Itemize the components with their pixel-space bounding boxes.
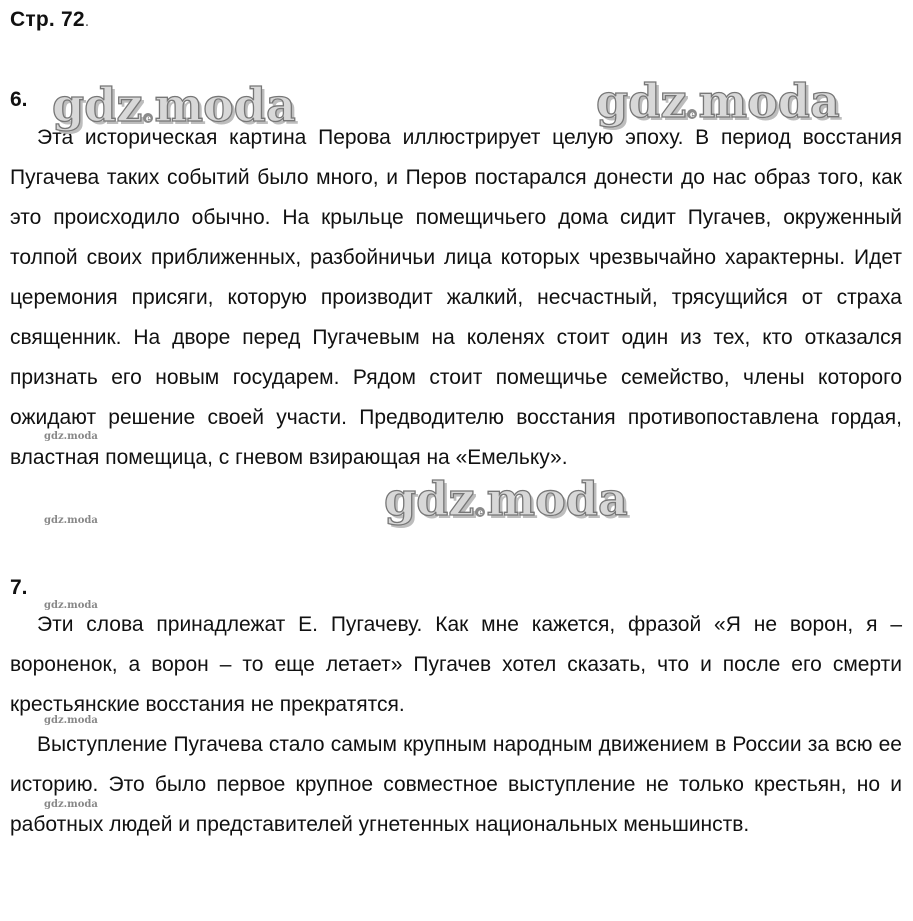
- task-number-7: 7.: [10, 576, 28, 599]
- task-7-paragraph-1: Эти слова принадлежат Е. Пугачеву. Как мне кажется, фразой «Я не ворон, я – вороненок, а ворон – то еще летает» Пугачев хотел сказать, что и после его смерти крестьянские восстания не прекратятся.: [10, 613, 902, 716]
- watermark-logo: gdz emoda: [52, 78, 296, 132]
- page-title-dot: .: [84, 13, 90, 30]
- watermark-small: gdz.moda: [44, 431, 98, 442]
- task-6-paragraph: Эта историческая картина Перова иллюстрирует целую эпоху. В период восстания Пугачева таких событий было много, и Перов постарался донести до нас образ того, как это происходило обычно. На крыльце помещичьего дома сидит Пугачев, окруженный толпой своих приближенных, разбойничьи лица которых чрезвычайно характерны. Идет церемония присяги, которую производит жалкий, несчастный, трясущийся от страха священник. На дворе перед Пугачевым на коленях стоит один из тех, кто отказался признать его новым государем. Рядом стоит помещичье семейство, члены которого ожидают решение своей участи. Предводителю восстания противопоставлена гордая, властная помещица, с гневом взирающая на «Емельку».: [10, 126, 902, 469]
- watermark-logo: gdz emoda: [596, 74, 840, 128]
- task-number-6: 6.: [10, 88, 28, 111]
- watermark-logo: gdz emoda: [384, 472, 628, 526]
- watermark-small: gdz.moda: [44, 715, 98, 726]
- page-title-text: Стр. 72: [10, 8, 85, 31]
- page-title: [10, 8, 89, 32]
- watermark-small: gdz.moda: [44, 515, 98, 526]
- watermark-small: gdz.moda: [44, 799, 98, 810]
- watermark-small: gdz.moda: [44, 600, 98, 611]
- task-7-paragraph-2: Выступление Пугачева стало самым крупным народным движением в России за всю ее историю. Это было первое крупное совместное выступление не только крестьян, но и работных людей и представителей угнетенных национальных меньшинств.: [10, 733, 902, 836]
